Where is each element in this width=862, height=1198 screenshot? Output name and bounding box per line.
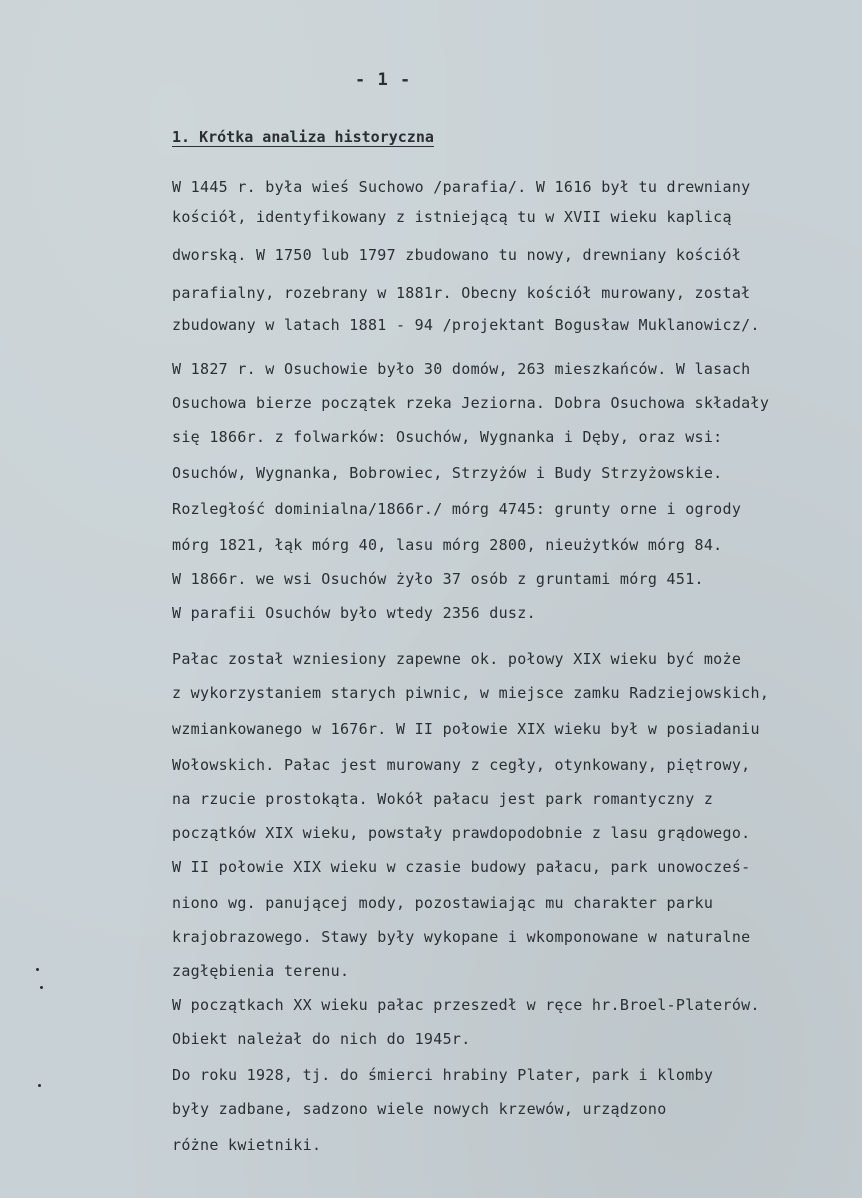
text-line: się 1866r. z folwarków: Osuchów, Wygnanka i Dęby, oraz wsi: (172, 428, 723, 446)
text-line: W II połowie XIX wieku w czasie budowy pałacu, park unowocześ- (172, 858, 751, 876)
text-line: z wykorzystaniem starych piwnic, w miejsce zamku Radziejowskich, (172, 684, 770, 702)
text-line: kościół, identyfikowany z istniejącą tu w XVII wieku kaplicą (172, 208, 732, 226)
text-line: zagłębienia terenu. (172, 962, 350, 980)
text-line: Obiekt należał do nich do 1945r. (172, 1030, 471, 1048)
text-line: Osuchowa bierze początek rzeka Jeziorna. Dobra Osuchowa składały (172, 394, 770, 412)
paper-speck (38, 1084, 41, 1087)
paper-speck (40, 986, 43, 989)
section-heading: 1. Krótka analiza historyczna (172, 128, 434, 146)
text-line: W 1827 r. w Osuchowie było 30 domów, 263 mieszkańców. W lasach (172, 360, 751, 378)
text-line: były zadbane, sadzono wiele nowych krzewów, urządzono (172, 1100, 667, 1118)
text-line: na rzucie prostokąta. Wokół pałacu jest park romantyczny z (172, 790, 714, 808)
text-line: W 1866r. we wsi Osuchów żyło 37 osób z gruntami mórg 451. (172, 570, 704, 588)
text-line: krajobrazowego. Stawy były wykopane i wkomponowane w naturalne (172, 928, 751, 946)
text-line: wzmiankowanego w 1676r. W II połowie XIX wieku był w posiadaniu (172, 720, 760, 738)
text-line: W 1445 r. była wieś Suchowo /parafia/. W 1616 był tu drewniany (172, 178, 751, 196)
text-line: W parafii Osuchów było wtedy 2356 dusz. (172, 604, 536, 622)
page-number: - 1 - (355, 70, 412, 90)
text-line: Wołowskich. Pałac jest murowany z cegły, otynkowany, piętrowy, (172, 756, 751, 774)
text-line: Osuchów, Wygnanka, Bobrowiec, Strzyżów i Budy Strzyżowskie. (172, 464, 723, 482)
text-line: początków XIX wieku, powstały prawdopodobnie z lasu grądowego. (172, 824, 751, 842)
text-line: dworską. W 1750 lub 1797 zbudowano tu nowy, drewniany kościół (172, 246, 742, 264)
text-line: niono wg. panującej mody, pozostawiając mu charakter parku (172, 894, 714, 912)
text-line: Rozległość dominialna/1866r./ mórg 4745: grunty orne i ogrody (172, 500, 742, 518)
text-line: Do roku 1928, tj. do śmierci hrabiny Plater, park i klomby (172, 1066, 714, 1084)
text-line: W początkach XX wieku pałac przeszedł w ręce hr.Broel-Platerów. (172, 996, 760, 1014)
text-line: Pałac został wzniesiony zapewne ok. połowy XIX wieku być może (172, 650, 742, 668)
text-line: mórg 1821, łąk mórg 40, lasu mórg 2800, nieużytków mórg 84. (172, 536, 723, 554)
paper-speck (36, 968, 39, 971)
text-line: parafialny, rozebrany w 1881r. Obecny kościół murowany, został (172, 284, 751, 302)
text-line: różne kwietniki. (172, 1136, 322, 1154)
text-line: zbudowany w latach 1881 - 94 /projektant Bogusław Muklanowicz/. (172, 316, 760, 334)
